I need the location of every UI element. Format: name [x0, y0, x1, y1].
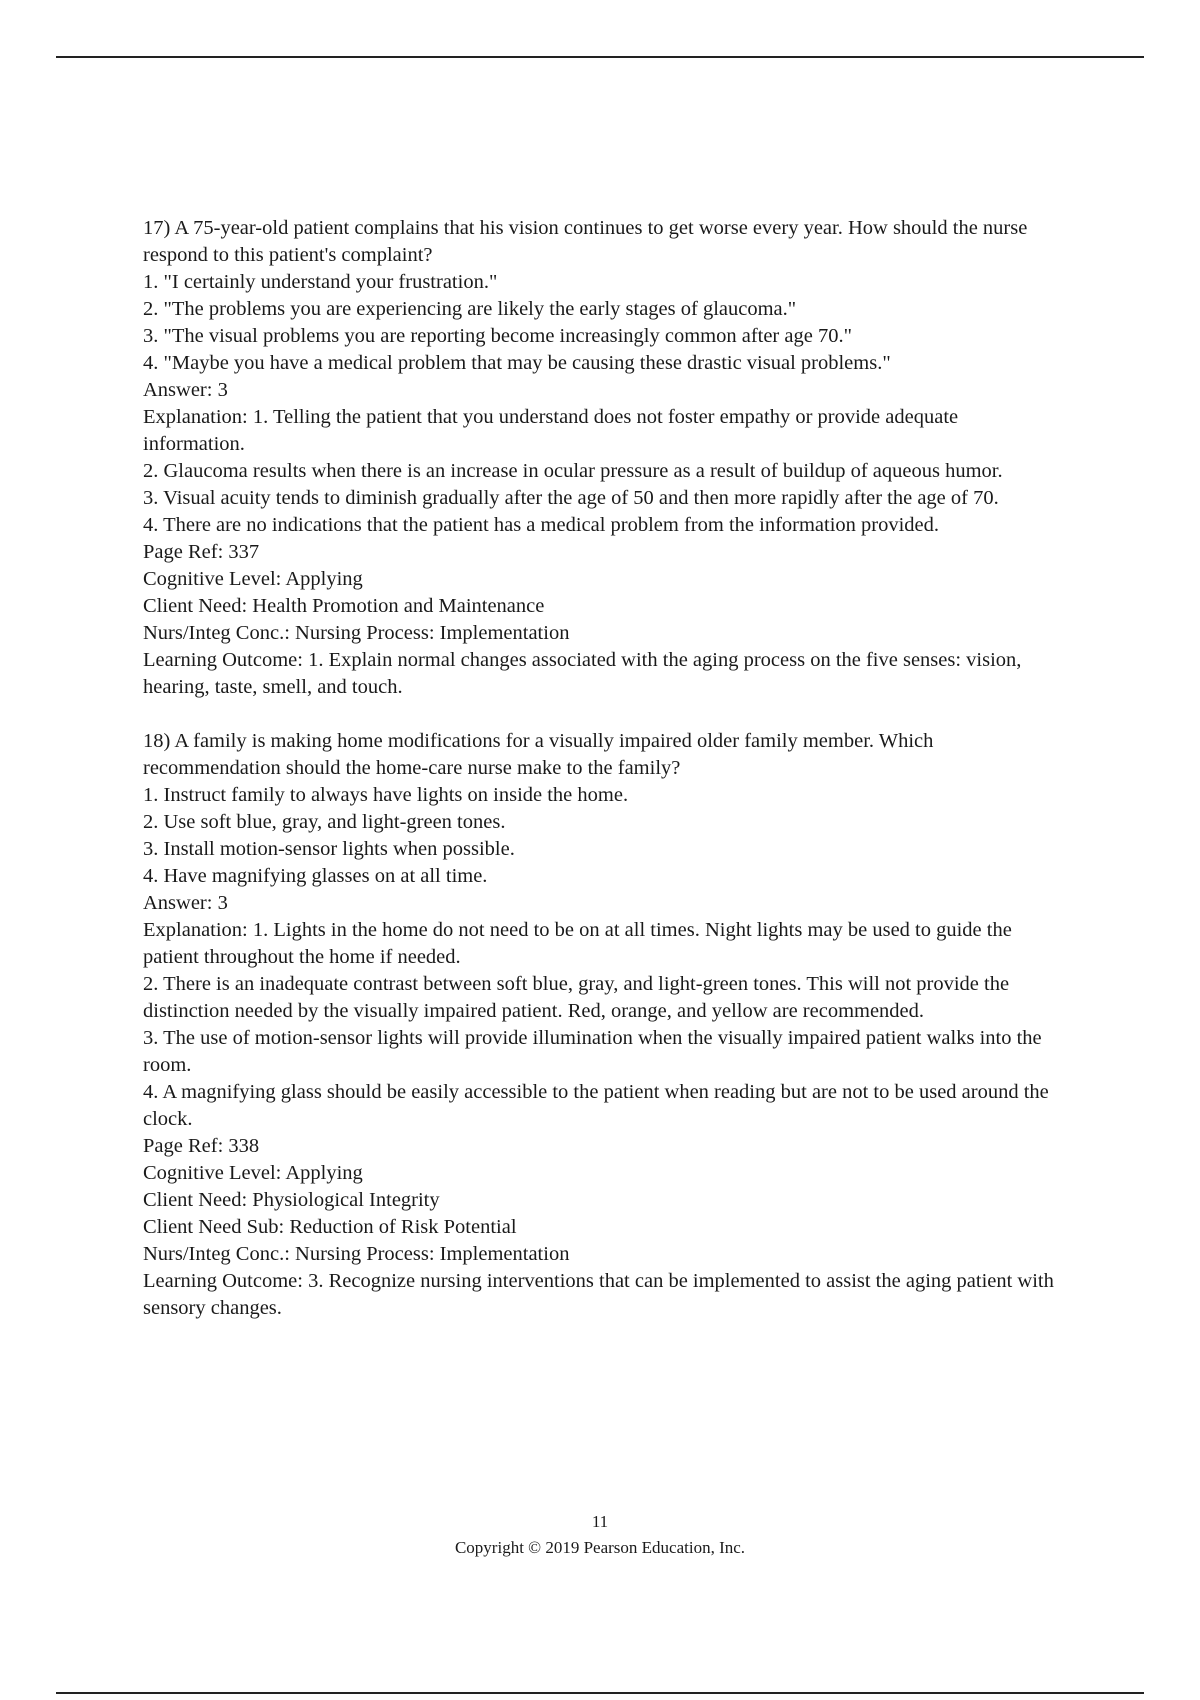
answer-option: 1. Instruct family to always have lights on inside the home.: [143, 784, 629, 806]
page-content: [143, 215, 1063, 1322]
explanation-line: Explanation: 1. Telling the patient that you understand does not foster empathy or provide adequate information.: [143, 406, 959, 455]
question-block: [143, 215, 1063, 701]
explanation-line: Explanation: 1. Lights in the home do not need to be on at all times. Night lights may be used to guide the patient throughout the home if needed.: [143, 919, 1012, 968]
nursing-concept: Nurs/Integ Conc.: Nursing Process: Implementation: [143, 622, 570, 644]
page-ref: Page Ref: 337: [143, 541, 260, 563]
answer-option: 4. Have magnifying glasses on at all time.: [143, 865, 488, 887]
learning-outcome: Learning Outcome: 1. Explain normal changes associated with the aging process on the five senses: vision, hearing, taste, smell, and touch.: [143, 649, 1022, 698]
answer-option: 4. "Maybe you have a medical problem that may be causing these drastic visual problems.": [143, 352, 891, 374]
copyright-notice: Copyright © 2019 Pearson Education, Inc.: [454, 1538, 746, 1557]
explanation-line: 4. There are no indications that the patient has a medical problem from the information provided.: [143, 514, 940, 536]
answer-option: 3. Install motion-sensor lights when possible.: [143, 838, 515, 860]
question-stem: 18) A family is making home modifications for a visually impaired older family member. Which recommendation should the home-care nurse make to the family?: [143, 730, 934, 779]
page-number: 11: [591, 1512, 609, 1531]
learning-outcome: Learning Outcome: 3. Recognize nursing interventions that can be implemented to assist the aging patient with sensory changes.: [143, 1270, 1054, 1319]
explanation-line: 2. Glaucoma results when there is an increase in ocular pressure as a result of buildup of aqueous humor.: [143, 460, 1003, 482]
answer-option: 1. "I certainly understand your frustration.": [143, 271, 498, 293]
header-rule: [56, 56, 1144, 58]
question-block: [143, 728, 1063, 1322]
cognitive-level: Cognitive Level: Applying: [143, 1162, 363, 1184]
explanation-line: 2. There is an inadequate contrast between soft blue, gray, and light-green tones. This will not provide the distinction needed by the visually impaired patient. Red, orange, and yellow are recommended.: [143, 973, 1010, 1022]
client-need-sub: Client Need Sub: Reduction of Risk Potential: [143, 1216, 517, 1238]
question-spacer: [143, 701, 1063, 728]
client-need: Client Need: Physiological Integrity: [143, 1189, 440, 1211]
page-ref: Page Ref: 338: [143, 1135, 260, 1157]
answer-key: Answer: 3: [143, 379, 228, 401]
nursing-concept: Nurs/Integ Conc.: Nursing Process: Implementation: [143, 1243, 570, 1265]
explanation-line: 3. The use of motion-sensor lights will provide illumination when the visually impaired patient walks into the room.: [143, 1027, 1042, 1076]
explanation-line: 3. Visual acuity tends to diminish gradually after the age of 50 and then more rapidly after the age of 70.: [143, 487, 999, 509]
footer-rule: [56, 1692, 1144, 1694]
question-stem: 17) A 75-year-old patient complains that his vision continues to get worse every year. How should the nurse respond to this patient's complaint?: [143, 217, 1028, 266]
explanation-line: 4. A magnifying glass should be easily accessible to the patient when reading but are not to be used around the clock.: [143, 1081, 1049, 1130]
answer-option: 2. "The problems you are experiencing are likely the early stages of glaucoma.": [143, 298, 797, 320]
answer-option: 3. "The visual problems you are reporting become increasingly common after age 70.": [143, 325, 852, 347]
answer-key: Answer: 3: [143, 892, 228, 914]
answer-option: 2. Use soft blue, gray, and light-green tones.: [143, 811, 506, 833]
cognitive-level: Cognitive Level: Applying: [143, 568, 363, 590]
client-need: Client Need: Health Promotion and Maintenance: [143, 595, 545, 617]
